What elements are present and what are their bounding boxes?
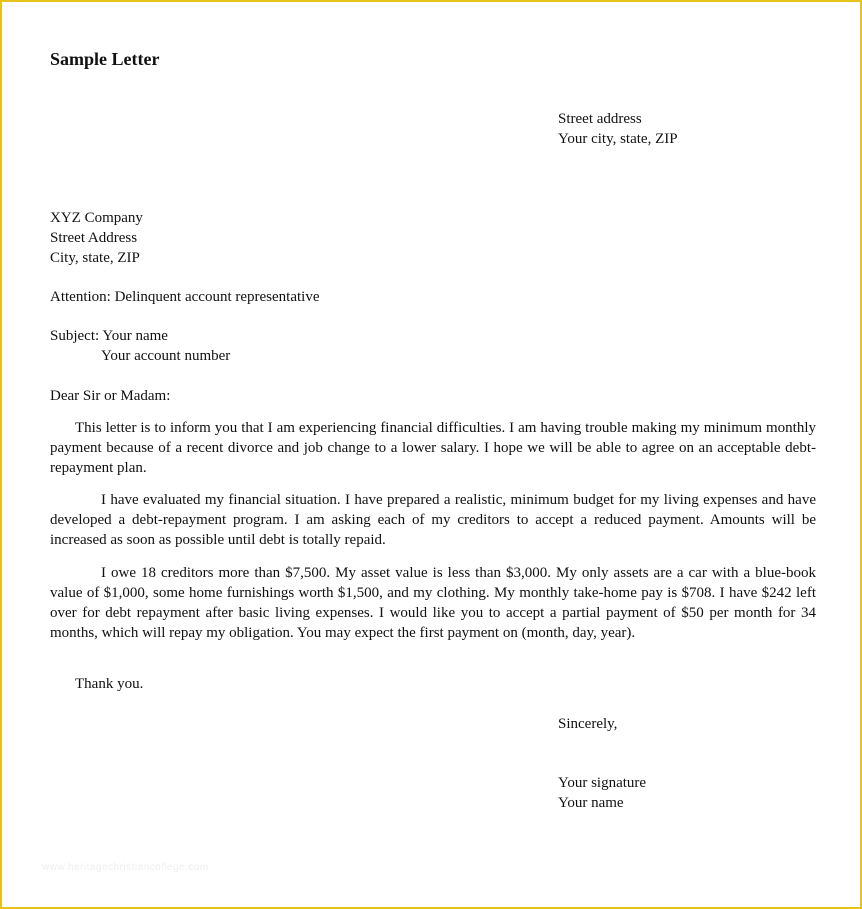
attention-line: Attention: Delinquent account representative [50, 289, 320, 305]
recipient-street: Street Address [50, 230, 138, 246]
recipient-city: City, state, ZIP [50, 250, 140, 266]
recipient-company: XYZ Company [50, 210, 143, 226]
body-paragraph-1: This letter is to inform you that I am experiencing financial difficulties. I am having trouble making my minimum monthly payment because of a recent divorce and job change to a lower salary. I hope we will be able to agree on an acceptable debt-repayment plan. [50, 420, 816, 476]
closing-line: Sincerely, [558, 716, 618, 732]
thank-you-line: Thank you. [75, 676, 144, 692]
subject-block [50, 326, 230, 366]
subject-label: Subject: [50, 328, 100, 344]
body-paragraph-2: I have evaluated my financial situation. I have prepared a realistic, minimum budget for my living expenses and have developed a debt-repayment program. I am asking each of my creditors to accept a reduced payment. Amounts will be increased as soon as possible until debt is totally repaid. [50, 492, 816, 548]
subject-name: Your name [102, 328, 168, 344]
watermark: www.heritagechristiancollege.com [42, 862, 209, 873]
subject-account: Your account number [101, 348, 231, 364]
salutation: Dear Sir or Madam: [50, 388, 171, 404]
sender-address [558, 109, 678, 149]
signature-block [558, 773, 646, 813]
document-title: Sample Letter [50, 49, 160, 69]
sender-city: Your city, state, ZIP [558, 131, 678, 147]
recipient-address [50, 208, 143, 268]
body-paragraph-3: I owe 18 creditors more than $7,500. My asset value is less than $3,000. My only assets are a car with a blue-book value of $1,000, some home furnishings worth $1,500, and my clothing. My monthly take-home pay is $708. I have $242 left over for debt repayment after basic living expenses. I would like you to accept a partial payment of $50 per month for 34 months, which will repay my obligation. You may expect the first payment on (month, day, year). [50, 565, 816, 641]
signature-name: Your name [558, 795, 624, 811]
signature-line: Your signature [558, 775, 647, 791]
sender-street: Street address [558, 111, 642, 127]
